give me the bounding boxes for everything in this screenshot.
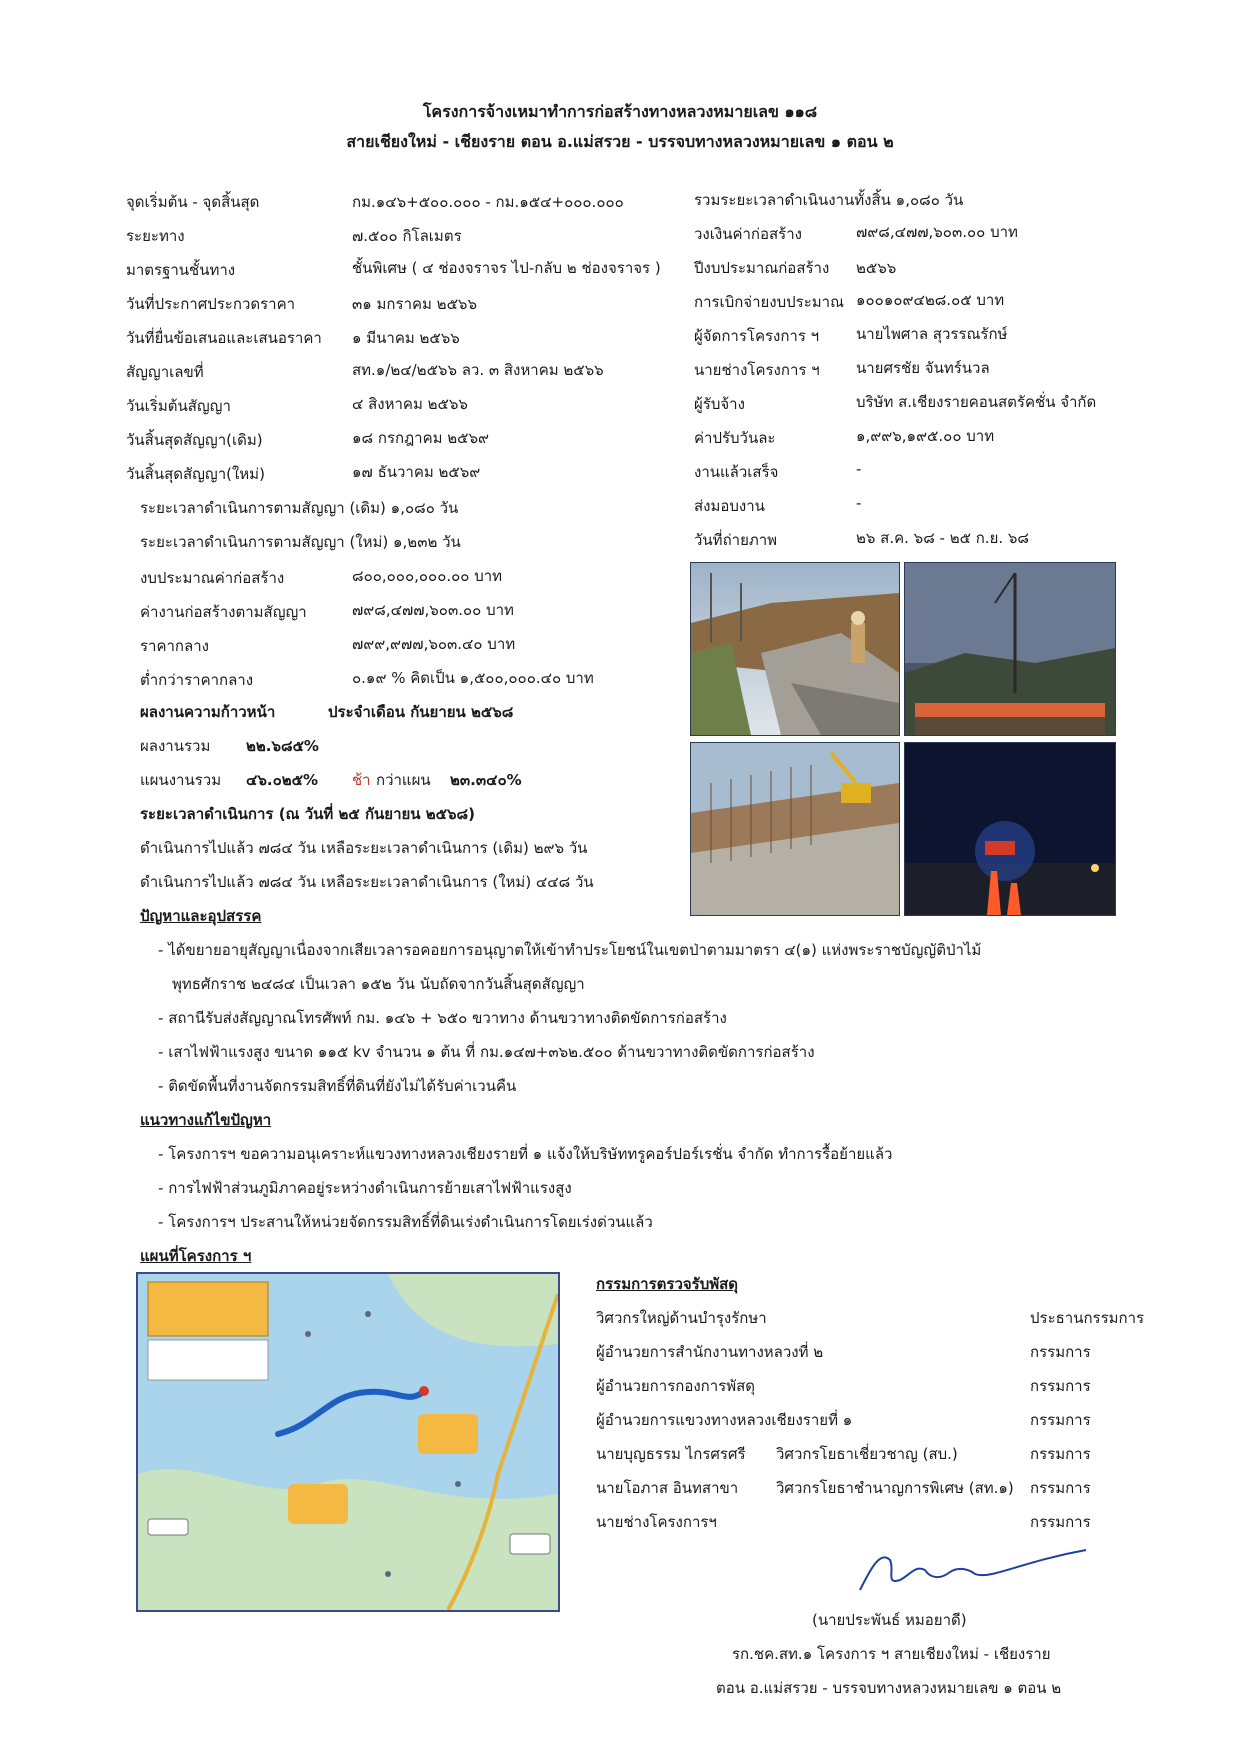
info-label: วันเริ่มต้นสัญญา bbox=[126, 397, 231, 415]
info-value: - bbox=[856, 460, 862, 478]
status-rest: กว่าแผน bbox=[376, 771, 431, 789]
info-value: ชั้นพิเศษ ( ๔ ช่องจราจร ไป-กลับ ๒ ช่องจราจร ) bbox=[352, 259, 661, 277]
signer-position-2: ตอน อ.แม่สรวย - บรรจบทางหลวงหมายเลข ๑ ตอน ๒ bbox=[716, 1679, 1062, 1697]
info-value: - bbox=[856, 494, 862, 512]
plan-value: ๔๖.๐๒๕% bbox=[246, 771, 318, 789]
committee-member-name: ผู้อำนวยการสำนักงานทางหลวงที่ ๒ bbox=[596, 1343, 824, 1361]
committee-member-role: ประธานกรรมการ bbox=[1030, 1309, 1145, 1327]
info-label: ปีงบประมาณก่อสร้าง bbox=[694, 259, 830, 277]
info-value: ๑,๙๙๖,๑๙๕.๐๐ บาท bbox=[856, 427, 995, 445]
info-label: ผู้รับจ้าง bbox=[694, 395, 745, 413]
solution-item: - การไฟฟ้าส่วนภูมิภาคอยู่ระหว่างดำเนินการย้ายเสาไฟฟ้าแรงสูง bbox=[158, 1176, 572, 1200]
info-label: รวมระยะเวลาดำเนินงานทั้งสิ้น ๑,๐๘๐ วัน bbox=[694, 191, 964, 209]
committee-member-title: วิศวกรโยธาชำนาญการพิเศษ (สท.๑) bbox=[776, 1479, 1014, 1497]
committee-member-name: นายบุญธรรม ไกรศรศรี bbox=[596, 1445, 746, 1463]
committee-member-title: วิศวกรโยธาเชี่ยวชาญ (สบ.) bbox=[776, 1445, 958, 1463]
budget-value: ๗๙๘,๔๗๗,๖๐๓.๐๐ บาท bbox=[352, 601, 514, 619]
info-value: ๑๗ ธันวาคม ๒๕๖๙ bbox=[352, 463, 481, 481]
site-photo-road bbox=[690, 562, 900, 736]
info-value: ๒๕๖๖ bbox=[856, 259, 897, 277]
budget-label: ต่ำกว่าราคากลาง bbox=[140, 671, 254, 689]
info-value: ๔ สิงหาคม ๒๕๖๖ bbox=[352, 395, 468, 413]
site-photo-night bbox=[904, 742, 1116, 916]
committee-member-name: ผู้อำนวยการกองการพัสดุ bbox=[596, 1377, 756, 1395]
signer-position: รก.ชค.สท.๑ โครงการ ฯ สายเชียงใหม่ - เชียงราย bbox=[732, 1645, 1051, 1663]
committee-member-role: กรรมการ bbox=[1030, 1411, 1091, 1429]
info-value: นายศรชัย จันทร์นวล bbox=[856, 359, 990, 377]
committee-member-role: กรรมการ bbox=[1030, 1377, 1091, 1395]
elapsed-new: ดำเนินการไปแล้ว ๗๘๔ วัน เหลือระยะเวลาดำเนินการ (ใหม่) ๔๔๘ วัน bbox=[140, 873, 594, 891]
info-label: วันที่ยื่นข้อเสนอและเสนอราคา bbox=[126, 329, 322, 347]
actual-value: ๒๒.๖๘๕% bbox=[246, 737, 319, 755]
problems-heading: ปัญหาและอุปสรรค bbox=[140, 907, 262, 925]
info-label: วันที่ประกาศประกวดราคา bbox=[126, 295, 296, 313]
problem-item: - เสาไฟฟ้าแรงสูง ขนาด ๑๑๕ kv จำนวน ๑ ต้น ที่ กม.๑๔๗+๓๖๒.๕๐๐ ด้านขวาทางติดขัดการก่อสร้าง bbox=[158, 1040, 815, 1064]
info-label: การเบิกจ่ายงบประมาณ bbox=[694, 293, 844, 311]
duration-new: ระยะเวลาดำเนินการตามสัญญา (ใหม่) ๑,๒๓๒ วัน bbox=[140, 533, 461, 551]
info-label: ค่าปรับวันละ bbox=[694, 429, 776, 447]
site-photo-piling bbox=[904, 562, 1116, 736]
solution-item: - โครงการฯ ขอความอนุเคราะห์แขวงทางหลวงเชียงรายที่ ๑ แจ้งให้บริษัททรูคอร์ปอร์เรชั่น จำกัด ทำการรื้อย้ายแล้ว bbox=[158, 1142, 892, 1166]
budget-value: ๗๙๙,๙๗๗,๖๐๓.๔๐ บาท bbox=[352, 635, 516, 653]
info-value: ๑ มีนาคม ๒๕๖๖ bbox=[352, 329, 460, 347]
site-photo-rebar bbox=[690, 742, 900, 916]
map-heading: แผนที่โครงการ ฯ bbox=[140, 1247, 252, 1265]
status-word: ช้า bbox=[352, 771, 371, 789]
info-label: ระยะทาง bbox=[126, 227, 185, 245]
solutions-heading: แนวทางแก้ไขปัญหา bbox=[140, 1111, 272, 1129]
problem-item: - สถานีรับส่งสัญญาณโทรศัพท์ กม. ๑๔๖ + ๖๕๐ ขวาทาง ด้านขวาทางติดขัดการก่อสร้าง bbox=[158, 1006, 727, 1030]
budget-value: ๘๐๐,๐๐๐,๐๐๐.๐๐ บาท bbox=[352, 567, 503, 585]
info-label: ผู้จัดการโครงการ ฯ bbox=[694, 327, 820, 345]
progress-heading-label: ผลงานความก้าวหน้า bbox=[140, 703, 276, 721]
info-label: วงเงินค่าก่อสร้าง bbox=[694, 225, 802, 243]
budget-value: ๐.๑๙ % คิดเป็น ๑,๕๐๐,๐๐๐.๔๐ บาท bbox=[352, 669, 594, 687]
info-value: บริษัท ส.เชียงรายคอนสตรัคชั่น จำกัด bbox=[856, 393, 1097, 411]
info-label: วันสิ้นสุดสัญญา(เดิม) bbox=[126, 431, 263, 449]
info-label: สัญญาเลขที่ bbox=[126, 363, 204, 381]
info-label: มาตรฐานชั้นทาง bbox=[126, 261, 236, 279]
time-heading: ระยะเวลาดำเนินการ (ณ วันที่ ๒๕ กันยายน ๒๕๖๘) bbox=[140, 805, 475, 823]
budget-label: ราคากลาง bbox=[140, 637, 209, 655]
problem-item: - ได้ขยายอายุสัญญาเนื่องจากเสียเวลารอคอยการอนุญาตให้เข้าทำประโยชน์ในเขตป่าตามมาตรา ๔(๑) แห่งพระราชบัญญัติป่าไม้ bbox=[158, 938, 981, 962]
committee-member-role: กรรมการ bbox=[1030, 1479, 1091, 1497]
info-label: นายช่างโครงการ ฯ bbox=[694, 361, 820, 379]
info-label: ส่งมอบงาน bbox=[694, 497, 765, 515]
info-value: ๗.๕๐๐ กิโลเมตร bbox=[352, 227, 462, 245]
committee-member-name: วิศวกรใหญ่ด้านบำรุงรักษา bbox=[596, 1309, 767, 1327]
actual-label: ผลงานรวม bbox=[140, 737, 211, 755]
info-value: ๒๖ ส.ค. ๖๘ - ๒๕ ก.ย. ๖๘ bbox=[856, 529, 1029, 547]
signer-name: (นายประพันธ์ หมอยาดี) bbox=[812, 1611, 967, 1629]
committee-member-role: กรรมการ bbox=[1030, 1445, 1091, 1463]
info-value: นายไพศาล สุวรรณรักษ์ bbox=[856, 325, 1008, 343]
diff-value: ๒๓.๓๔๐% bbox=[450, 771, 522, 789]
info-label: งานแล้วเสร็จ bbox=[694, 463, 779, 481]
signature-mark bbox=[850, 1540, 1090, 1600]
solution-item: - โครงการฯ ประสานให้หน่วยจัดกรรมสิทธิ์ที่ดินเร่งดำเนินการโดยเร่งด่วนแล้ว bbox=[158, 1210, 653, 1234]
committee-member-role: กรรมการ bbox=[1030, 1513, 1091, 1531]
info-value: สท.๑/๒๔/๒๕๖๖ ลว. ๓ สิงหาคม ๒๕๖๖ bbox=[352, 361, 604, 379]
problem-item: - ติดขัดพื้นที่งานจัดกรรมสิทธิ์ที่ดินที่ยังไม่ได้รับค่าเวนคืน bbox=[158, 1074, 516, 1098]
page-title: โครงการจ้างเหมาทำการก่อสร้างทางหลวงหมายเลข ๑๑๘ bbox=[422, 102, 818, 121]
committee-member-name: นายโอภาส อินทสาขา bbox=[596, 1479, 739, 1497]
info-value: ๑๐๐๑๐๙๔๒๘.๐๕ บาท bbox=[856, 291, 1005, 309]
problem-item-cont: พุทธศักราช ๒๔๘๔ เป็นเวลา ๑๕๒ วัน นับถัดจากวันสิ้นสุดสัญญา bbox=[172, 975, 585, 993]
info-label: วันสิ้นสุดสัญญา(ใหม่) bbox=[126, 465, 265, 483]
duration-old: ระยะเวลาดำเนินการตามสัญญา (เดิม) ๑,๐๘๐ วัน bbox=[140, 499, 459, 517]
info-value: กม.๑๔๖+๕๐๐.๐๐๐ - กม.๑๕๔+๐๐๐.๐๐๐ bbox=[352, 193, 624, 211]
progress-heading-period: ประจำเดือน กันยายน ๒๕๖๘ bbox=[328, 703, 514, 721]
elapsed-old: ดำเนินการไปแล้ว ๗๘๔ วัน เหลือระยะเวลาดำเนินการ (เดิม) ๒๙๖ วัน bbox=[140, 839, 588, 857]
info-value: ๓๑ มกราคม ๒๕๖๖ bbox=[352, 295, 477, 313]
info-label: วันที่ถ่ายภาพ bbox=[694, 531, 778, 549]
plan-label: แผนงานรวม bbox=[140, 771, 222, 789]
project-map bbox=[136, 1272, 560, 1612]
committee-heading: กรรมการตรวจรับพัสดุ bbox=[596, 1275, 739, 1293]
committee-member-role: กรรมการ bbox=[1030, 1343, 1091, 1361]
budget-label: งบประมาณค่าก่อสร้าง bbox=[140, 569, 285, 587]
info-value: ๗๙๘,๔๗๗,๖๐๓.๐๐ บาท bbox=[856, 223, 1018, 241]
info-label: จุดเริ่มต้น - จุดสิ้นสุด bbox=[126, 193, 260, 211]
page-subtitle: สายเชียงใหม่ - เชียงราย ตอน อ.แม่สรวย - บรรจบทางหลวงหมายเลข ๑ ตอน ๒ bbox=[346, 132, 894, 151]
committee-member-name: นายช่างโครงการฯ bbox=[596, 1513, 717, 1531]
info-value: ๑๘ กรกฎาคม ๒๕๖๙ bbox=[352, 429, 490, 447]
committee-member-name: ผู้อำนวยการแขวงทางหลวงเชียงรายที่ ๑ bbox=[596, 1411, 853, 1429]
budget-label: ค่างานก่อสร้างตามสัญญา bbox=[140, 603, 307, 621]
